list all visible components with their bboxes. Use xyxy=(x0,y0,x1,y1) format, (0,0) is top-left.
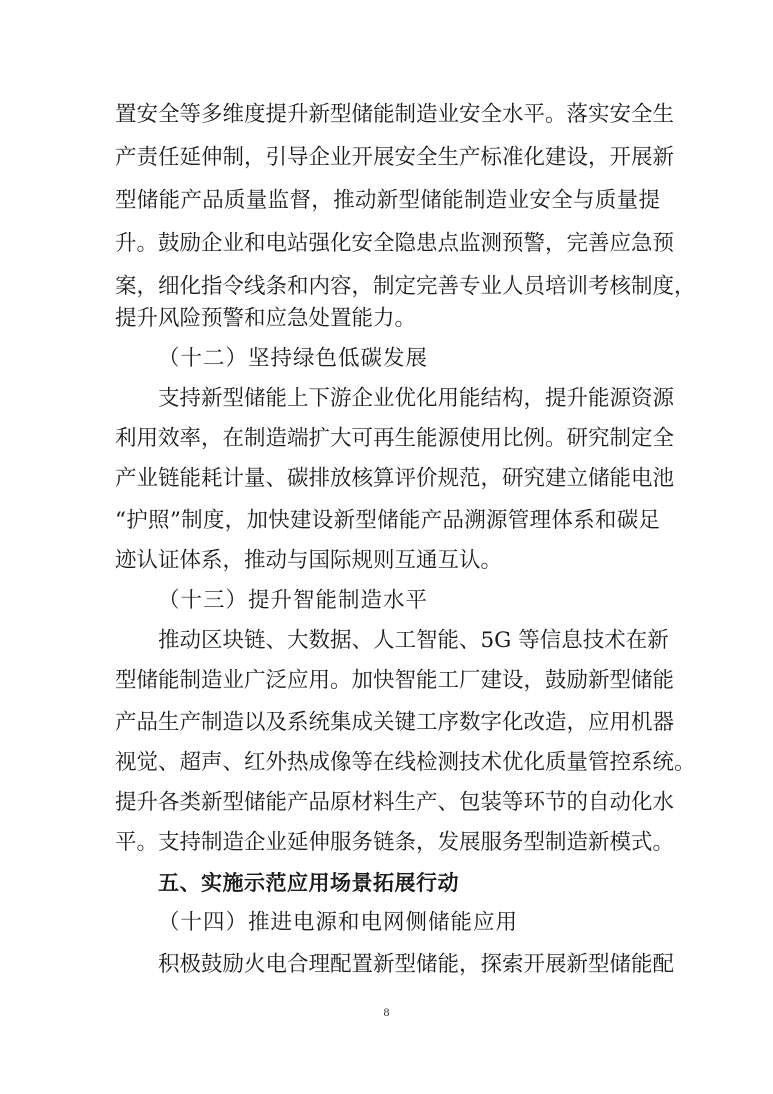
paragraph-line: 升。鼓励企业和电站强化安全隐患点监测预警，完善应急预 xyxy=(115,231,675,256)
paragraph-line: 型储能产品质量监督，推动新型储能制造业安全与质量提 xyxy=(115,188,660,213)
paragraph-line: 利用效率，在制造端扩大可再生能源使用比例。研究制定全 xyxy=(115,426,675,451)
paragraph-line: 提升风险预警和应急处置能力。 xyxy=(115,306,417,331)
paragraph-line: 产业链能耗计量、碳排放核算评价规范，研究建立储能电池 xyxy=(115,466,675,491)
section-heading-14: （十四）推进电源和电网侧储能应用 xyxy=(158,910,519,935)
paragraph-line: “护照”制度，加快建设新型储能产品溯源管理体系和碳足 xyxy=(115,508,660,533)
paragraph-line: 提升各类新型储能产品原材料生产、包装等环节的自动化水 xyxy=(115,790,675,815)
paragraph-line: 积极鼓励火电合理配置新型储能，探索开展新型储能配 xyxy=(158,952,675,977)
page-number: 8 xyxy=(383,1005,390,1019)
paragraph-line: 产责任延伸制，引导企业开展安全生产标准化建设，开展新 xyxy=(115,145,675,170)
chapter-heading-5: 五、实施示范应用场景拓展行动 xyxy=(158,871,459,895)
section-heading-12: （十二）坚持绿色低碳发展 xyxy=(158,346,429,371)
paragraph-line: 置安全等多维度提升新型储能制造业安全水平。落实安全生 xyxy=(115,102,675,127)
paragraph-line: 推动区块链、大数据、人工智能、5G 等信息技术在新 xyxy=(158,628,669,653)
paragraph-line: 支持新型储能上下游企业优化用能结构，提升能源资源 xyxy=(158,386,675,411)
paragraph-line: 案，细化指令线条和内容，制定完善专业人员培训考核制度， xyxy=(115,274,696,299)
paragraph-line: 产品生产制造以及系统集成关键工序数字化改造，应用机器 xyxy=(115,710,675,735)
paragraph-line: 型储能制造业广泛应用。加快智能工厂建设，鼓励新型储能 xyxy=(115,668,675,693)
paragraph-line: 迹认证体系，推动与国际规则互通互认。 xyxy=(115,548,503,573)
section-heading-13: （十三）提升智能制造水平 xyxy=(158,588,429,613)
paragraph-line: 视觉、超声、红外热成像等在线检测技术优化质量管控系统。 xyxy=(115,750,696,775)
paragraph-line: 平。支持制造企业延伸服务链条，发展服务型制造新模式。 xyxy=(115,830,675,855)
